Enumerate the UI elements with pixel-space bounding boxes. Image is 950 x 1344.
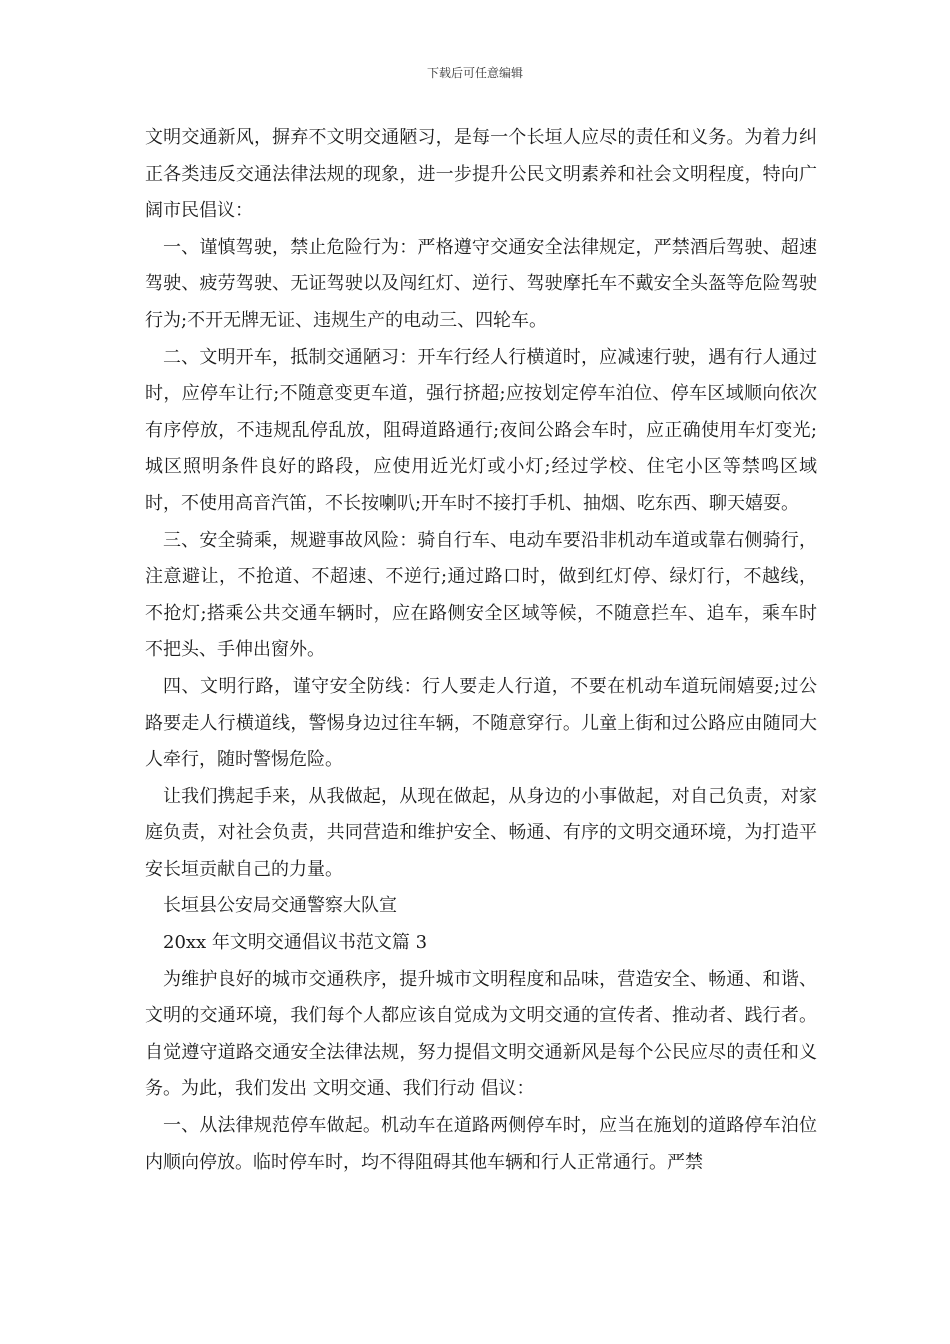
paragraph-section3-intro: 为维护良好的城市交通秩序，提升城市文明程度和品味，营造安全、畅通、和谐、文明的交通环境，我们每个人都应该自觉成为文明交通的宣传者、推动者、践行者。自觉遵守道路交通安全法律法规，努力提倡文明交通新风是每个公民应尽的责任和义务。为此，我们发出 文明交通、我们行动 倡议： [145,968,817,1100]
signature-line: 长垣县公安局交通警察大队宣 [163,895,397,917]
paragraph-section3-item-1: 一、从法律规范停车做起。机动车在道路两侧停车时，应当在施划的道路停车泊位内顺向停放。临时停车时，均不得阻碍其他车辆和行人正常通行。严禁 [145,1115,817,1173]
paragraph-item-4: 四、文明行路，谨守安全防线：行人要走人行道，不要在机动车道玩闹嬉耍;过公路要走人行横道线，警惕身边过往车辆，不随意穿行。儿童上街和过公路应由随同大人牵行，随时警惕危险。 [145,675,817,771]
paragraph-item-1: 一、谨慎驾驶，禁止危险行为：严格遵守交通安全法律规定，严禁酒后驾驶、超速驾驶、疲劳驾驶、无证驾驶以及闯红灯、逆行、驾驶摩托车不戴安全头盔等危险驾驶行为;不开无牌无证、违规生产的电动三、四轮车。 [145,236,817,331]
paragraph-item-3: 三、安全骑乘，规避事故风险：骑自行车、电动车要沿非机动车道或靠右侧骑行，注意避让，不抢道、不超速、不逆行;通过路口时，做到红灯停、绿灯行，不越线，不抢灯;搭乘公共交通车辆时，应在路侧安全区域等候，不随意拦车、追车，乘车时不把头、手伸出窗外。 [145,529,817,661]
section-title: 20xx 年文明交通倡议书范文篇 3 [163,932,428,954]
document-body [145,120,817,1181]
paragraph-item-2: 二、文明开车，抵制交通陋习：开车行经人行横道时，应减速行驶，遇有行人通过时，应停车让行;不随意变更车道，强行挤超;应按划定停车泊位、停车区域顺向依次有序停放，不违规乱停乱放，阻碍道路通行;夜间公路会车时，应正确使用车灯变光;城区照明条件良好的路段，应使用近光灯或小灯;经过学校、住宅小区等禁鸣区域时，不使用高音汽笛，不长按喇叭;开车时不接打手机、抽烟、吃东西、聊天嬉耍。 [145,346,817,514]
page-header-note: 下载后可任意编辑 [426,66,523,80]
paragraph-intro: 文明交通新风，摒弃不文明交通陋习，是每一个长垣人应尽的责任和义务。为着力纠正各类违反交通法律法规的现象，进一步提升公民文明素养和社会文明程度，特向广阔市民倡议： [145,127,817,222]
paragraph-closing: 让我们携起手来，从我做起，从现在做起，从身边的小事做起，对自己负责，对家庭负责，对社会负责，共同营造和维护安全、畅通、有序的文明交通环境，为打造平安长垣贡献自己的力量。 [145,785,817,880]
